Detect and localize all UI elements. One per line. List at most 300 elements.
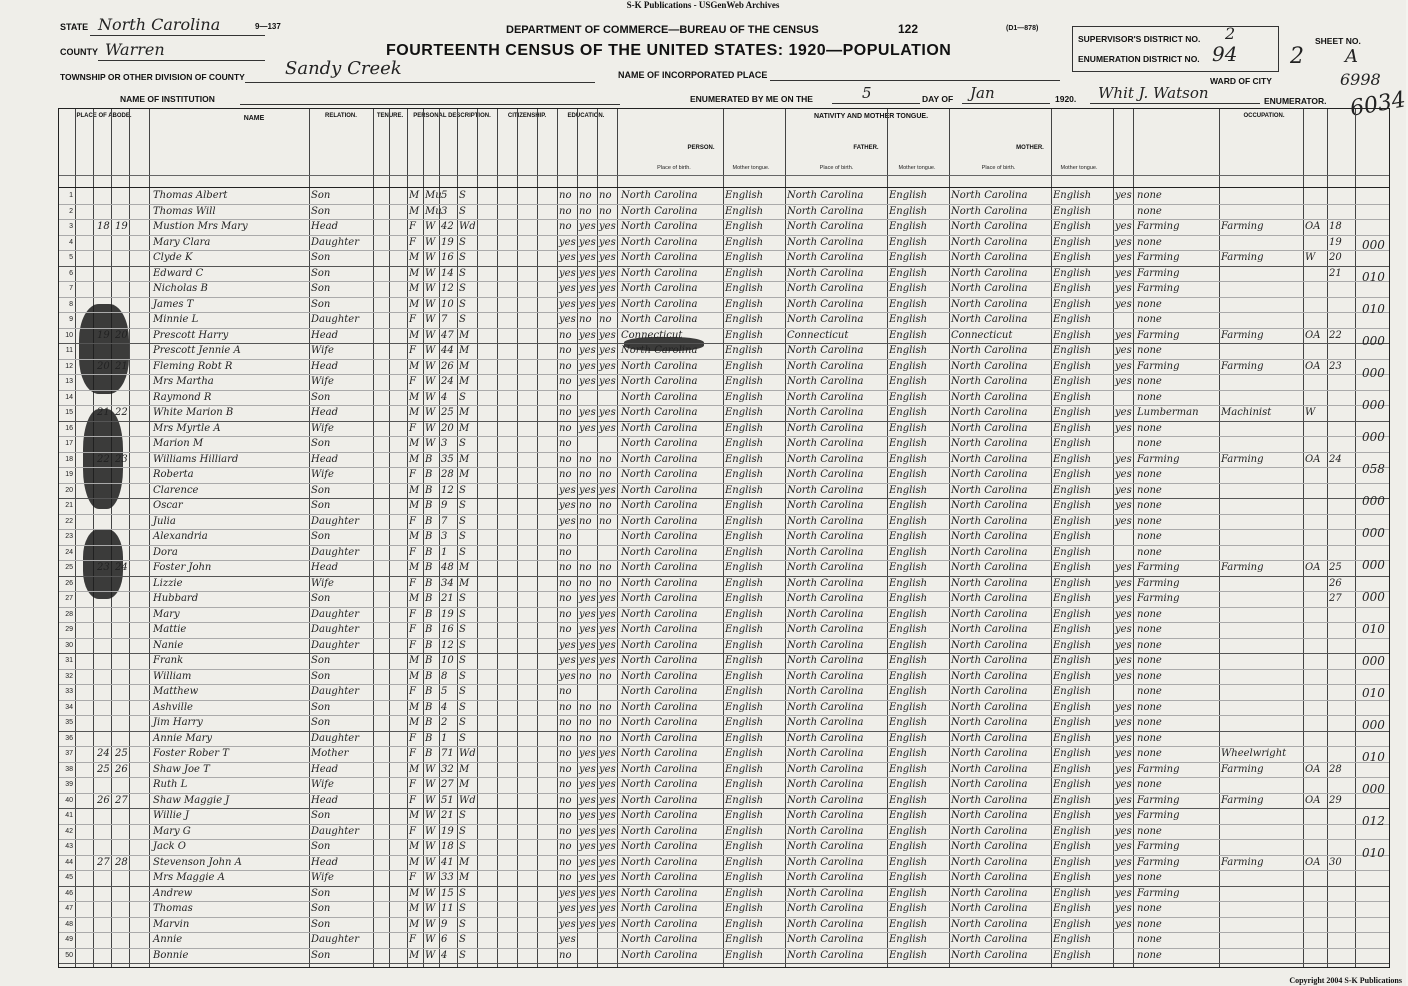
cell-fmt: English — [889, 236, 928, 248]
cell-race: B — [425, 701, 433, 713]
cell-name: Mrs Myrtle A — [153, 422, 221, 434]
cell-rel: Son — [311, 810, 331, 821]
enumerator-value: Whit J. Watson — [1098, 84, 1209, 102]
cell-race: B — [425, 515, 433, 527]
group-citizenship: CITIZENSHIP. — [507, 113, 547, 119]
cell-eng: yes — [1115, 329, 1132, 341]
cell-fmt: English — [889, 639, 928, 651]
cell-trade: Farming — [1137, 577, 1180, 589]
cell-sex: M — [409, 252, 420, 263]
cell-mpob: North Carolina — [951, 887, 1028, 899]
cell-mmt: English — [1053, 562, 1092, 573]
cell-dw: 19 — [97, 329, 110, 341]
table-row — [59, 933, 1389, 948]
cell-fmt: English — [889, 841, 928, 852]
cell-n: 40 — [65, 796, 73, 804]
table-row — [59, 437, 1389, 452]
cell-dw: 26 — [97, 794, 110, 806]
cell-age: 19 — [441, 825, 454, 837]
form-number: 9—137 — [255, 22, 281, 31]
cell-mpob: North Carolina — [951, 949, 1028, 961]
cell-race: B — [425, 500, 433, 511]
cell-sch: no — [559, 856, 572, 868]
cell-mpob: North Carolina — [951, 407, 1028, 418]
cell-ms: Wd — [459, 794, 476, 806]
cell-race: B — [425, 639, 433, 651]
table-row — [59, 515, 1389, 530]
cell-name: Williams Hilliard — [153, 453, 239, 465]
cell-mmt: English — [1053, 825, 1092, 837]
cell-mt: English — [725, 453, 764, 465]
cell-mpob: North Carolina — [951, 484, 1028, 496]
cell-fmt: English — [889, 794, 928, 806]
cell-rel: Son — [311, 949, 331, 961]
cell-trade: Farming — [1137, 562, 1180, 573]
cell-n: 5 — [69, 254, 73, 261]
cell-fmt: English — [889, 779, 928, 790]
cell-fmt: English — [889, 717, 928, 728]
cell-n: 41 — [65, 812, 73, 819]
cell-fpob: North Carolina — [787, 794, 864, 806]
cell-age: 19 — [441, 236, 454, 248]
cell-eng: yes — [1115, 763, 1132, 775]
cell-rel: Head — [311, 221, 339, 232]
cell-race: B — [425, 624, 433, 635]
cell-pob: North Carolina — [621, 624, 698, 635]
cell-rel: Head — [311, 794, 339, 806]
cell-rel: Son — [311, 484, 331, 496]
cell-name: Bonnie — [153, 949, 189, 961]
cell-wr: yes — [599, 624, 616, 635]
cell-n: 27 — [65, 595, 73, 602]
cell-fmt: English — [889, 190, 928, 201]
cell-no: 28 — [1329, 763, 1342, 775]
cell-race: W — [425, 236, 436, 248]
cell-name: Matthew — [153, 686, 199, 697]
cell-rel: Son — [311, 655, 331, 666]
table-row — [59, 871, 1389, 886]
cell-fpob: North Carolina — [787, 407, 864, 418]
side-code: 000 — [1362, 590, 1385, 604]
cell-sex: F — [409, 639, 416, 651]
cell-race: Mu — [425, 205, 442, 217]
cell-fpob: North Carolina — [787, 624, 864, 635]
cell-mmt: English — [1053, 732, 1092, 744]
cell-rd: yes — [579, 329, 596, 341]
cell-age: 27 — [441, 779, 454, 790]
cell-race: B — [425, 546, 433, 558]
cell-trade: Farming — [1137, 841, 1180, 852]
cell-eng: yes — [1115, 732, 1132, 744]
cell-pob: North Carolina — [621, 903, 698, 914]
cell-race: B — [425, 531, 433, 542]
cell-trade: Farming — [1137, 329, 1180, 341]
sheet-label: SHEET NO. — [1315, 36, 1361, 46]
cell-ms: S — [459, 717, 466, 728]
cell-fmt: English — [889, 438, 928, 449]
cell-age: 32 — [441, 763, 454, 775]
township-label: TOWNSHIP OR OTHER DIVISION OF COUNTY — [60, 72, 245, 82]
cell-rel: Daughter — [311, 732, 359, 744]
cell-rel: Daughter — [311, 314, 359, 325]
cell-ms: S — [459, 701, 466, 713]
cell-rel: Wife — [311, 469, 334, 480]
cell-sex: F — [409, 794, 416, 806]
cell-rel: Wife — [311, 872, 334, 883]
cell-sch: no — [559, 221, 572, 232]
person-birth-head: Place of birth. — [657, 165, 691, 171]
cell-mt: English — [725, 500, 764, 511]
cell-rd: yes — [579, 407, 596, 418]
side-code: 000 — [1362, 398, 1385, 412]
cell-mmt: English — [1053, 779, 1092, 790]
cell-age: 12 — [441, 639, 454, 651]
enumeration-label: ENUMERATION DISTRICT NO. — [1078, 54, 1200, 64]
cell-age: 2 — [441, 717, 448, 728]
cell-ms: M — [459, 360, 470, 372]
cell-trade: none — [1137, 345, 1162, 356]
cell-wr: yes — [599, 779, 616, 790]
cell-mmt: English — [1053, 221, 1092, 232]
cell-age: 10 — [441, 298, 454, 310]
cell-sex: F — [409, 825, 416, 837]
side-code: 000 — [1362, 494, 1385, 508]
cell-fmt: English — [889, 872, 928, 883]
cell-ms: S — [459, 593, 466, 604]
cell-ms: M — [459, 329, 470, 341]
cell-mpob: North Carolina — [951, 500, 1028, 511]
cell-fmt: English — [889, 825, 928, 837]
cell-fmt: English — [889, 391, 928, 403]
cell-fpob: North Carolina — [787, 438, 864, 449]
cell-mt: English — [725, 639, 764, 651]
cell-pob: North Carolina — [621, 779, 698, 790]
table-row — [59, 856, 1389, 871]
cell-rel: Son — [311, 438, 331, 449]
cell-mpob: North Carolina — [951, 717, 1028, 728]
cell-ind: Farming — [1221, 329, 1264, 341]
cell-mmt: English — [1053, 934, 1092, 945]
cell-fam: 19 — [115, 221, 128, 232]
cell-mmt: English — [1053, 624, 1092, 635]
cell-fmt: English — [889, 422, 928, 434]
cell-fpob: North Carolina — [787, 252, 864, 263]
cell-dw: 22 — [97, 453, 110, 465]
cell-sex: M — [409, 438, 420, 449]
cell-sch: yes — [559, 314, 576, 325]
cell-fpob: North Carolina — [787, 531, 864, 542]
cell-wr: yes — [599, 484, 616, 496]
cell-trade: none — [1137, 469, 1162, 480]
cell-mmt: English — [1053, 639, 1092, 651]
cell-mpob: North Carolina — [951, 391, 1028, 403]
cell-sch: no — [559, 732, 572, 744]
cell-name: Stevenson John A — [153, 856, 242, 868]
cell-fpob: North Carolina — [787, 608, 864, 620]
cell-name: Jack O — [153, 841, 187, 852]
cell-age: 19 — [441, 608, 454, 620]
cell-rd: no — [579, 515, 592, 527]
cell-wr: yes — [599, 841, 616, 852]
cell-wr: no — [599, 469, 612, 480]
cell-age: 51 — [441, 794, 454, 806]
cell-eng: yes — [1115, 701, 1132, 713]
cell-sch: yes — [559, 500, 576, 511]
cell-ms: M — [459, 577, 470, 589]
cell-mmt: English — [1053, 593, 1092, 604]
cell-sch: no — [559, 608, 572, 620]
cell-trade: none — [1137, 438, 1162, 449]
cell-trade: Farming — [1137, 593, 1180, 604]
cell-sex: F — [409, 546, 416, 558]
cell-race: W — [425, 221, 436, 232]
cell-sch: yes — [559, 670, 576, 682]
cell-fam: 24 — [115, 562, 128, 573]
cell-ind: Wheelwright — [1221, 748, 1287, 759]
cell-sch: no — [559, 701, 572, 713]
cell-rd: yes — [579, 856, 596, 868]
cell-n: 16 — [65, 424, 73, 432]
cell-sch: yes — [559, 283, 576, 294]
cell-race: B — [425, 593, 433, 604]
cell-pob: North Carolina — [621, 252, 698, 263]
cell-mt: English — [725, 732, 764, 744]
cell-fpob: North Carolina — [787, 500, 864, 511]
cell-rd: yes — [579, 841, 596, 852]
cell-race: W — [425, 856, 436, 868]
cell-mmt: English — [1053, 438, 1092, 449]
cell-mt: English — [725, 515, 764, 527]
cell-trade: none — [1137, 484, 1162, 496]
cell-name: James T — [153, 298, 194, 310]
cell-pob: North Carolina — [621, 205, 698, 217]
cell-pob: North Carolina — [621, 469, 698, 480]
page-title: FOURTEENTH CENSUS OF THE UNITED STATES: 1920—POPULATION — [386, 42, 952, 59]
cell-trade: none — [1137, 190, 1162, 201]
cell-ms: S — [459, 825, 466, 837]
cell-name: Oscar — [153, 500, 183, 511]
cell-n: 50 — [65, 951, 73, 959]
cell-ms: S — [459, 314, 466, 325]
cell-race: W — [425, 283, 436, 294]
cell-age: 6 — [441, 934, 448, 945]
cell-rel: Son — [311, 903, 331, 914]
cell-ms: S — [459, 903, 466, 914]
table-row — [59, 747, 1389, 762]
cell-age: 11 — [441, 903, 454, 914]
cell-race: W — [425, 329, 436, 341]
cell-race: B — [425, 577, 433, 589]
table-row — [59, 577, 1389, 592]
cell-n: 8 — [69, 300, 73, 308]
cell-sch: no — [559, 360, 572, 372]
cell-pob: North Carolina — [621, 887, 698, 899]
cell-fmt: English — [889, 407, 928, 418]
cell-rd: no — [579, 701, 592, 713]
cell-pob: North Carolina — [621, 314, 698, 325]
table-row — [59, 344, 1389, 359]
cell-pob: North Carolina — [621, 407, 698, 418]
cell-cls: OA — [1305, 763, 1321, 775]
cell-fmt: English — [889, 345, 928, 356]
cell-mpob: North Carolina — [951, 345, 1028, 356]
cell-fpob: North Carolina — [787, 670, 864, 682]
cell-sex: M — [409, 205, 420, 217]
cell-mpob: North Carolina — [951, 546, 1028, 558]
cell-pob: North Carolina — [621, 221, 698, 232]
cell-age: 71 — [441, 748, 454, 759]
cell-mt: English — [725, 608, 764, 620]
cell-trade: none — [1137, 608, 1162, 620]
cell-fpob: North Carolina — [787, 639, 864, 651]
cell-mmt: English — [1053, 686, 1092, 697]
cell-age: 16 — [441, 624, 454, 635]
cell-ms: S — [459, 670, 466, 682]
cell-mpob: North Carolina — [951, 267, 1028, 279]
cell-eng: yes — [1115, 376, 1132, 387]
cell-age: 12 — [441, 283, 454, 294]
cell-name: Shaw Maggie J — [153, 794, 230, 806]
cell-age: 3 — [441, 531, 448, 542]
cell-mt: English — [725, 267, 764, 279]
cell-age: 16 — [441, 252, 454, 263]
cell-mmt: English — [1053, 887, 1092, 899]
cell-mpob: North Carolina — [951, 422, 1028, 434]
year-label: 1920. — [1055, 94, 1077, 104]
table-row — [59, 639, 1389, 654]
cell-pob: North Carolina — [621, 391, 698, 403]
cell-fpob: North Carolina — [787, 686, 864, 697]
cell-sex: M — [409, 810, 420, 821]
cell-mt: English — [725, 856, 764, 868]
cell-race: B — [425, 453, 433, 465]
cell-mt: English — [725, 841, 764, 852]
cell-ind: Machinist — [1221, 407, 1272, 418]
cell-ms: S — [459, 236, 466, 248]
cell-age: 9 — [441, 918, 448, 930]
cell-mpob: North Carolina — [951, 577, 1028, 589]
cell-eng: yes — [1115, 872, 1132, 883]
table-row — [59, 778, 1389, 793]
cell-sch: no — [559, 453, 572, 465]
cell-rd: yes — [579, 283, 596, 294]
side-code: 010 — [1362, 846, 1385, 860]
cell-race: W — [425, 841, 436, 852]
cell-race: W — [425, 903, 436, 914]
cell-sch: no — [559, 686, 572, 697]
cell-fpob: North Carolina — [787, 825, 864, 837]
cell-sex: M — [409, 283, 420, 294]
cell-mt: English — [725, 360, 764, 372]
cell-mmt: English — [1053, 841, 1092, 852]
cell-sex: M — [409, 453, 420, 465]
state-label: STATE — [60, 22, 89, 32]
cell-eng: yes — [1115, 190, 1132, 201]
cell-sex: F — [409, 515, 416, 527]
cell-n: 7 — [69, 285, 73, 292]
cell-rel: Son — [311, 887, 331, 899]
cell-fpob: North Carolina — [787, 779, 864, 790]
cell-fpob: North Carolina — [787, 577, 864, 589]
cell-age: 1 — [441, 546, 448, 558]
cell-age: 20 — [441, 422, 454, 434]
cell-rd: yes — [579, 748, 596, 759]
cell-name: White Marion B — [153, 407, 234, 418]
cell-wr: no — [599, 701, 612, 713]
subgroup-person: PERSON. — [687, 145, 715, 151]
cell-n: 26 — [65, 579, 73, 587]
cell-age: 7 — [441, 515, 448, 527]
cell-fmt: English — [889, 329, 928, 341]
cell-age: 3 — [441, 205, 448, 217]
cell-fpob: North Carolina — [787, 283, 864, 294]
cell-mpob: North Carolina — [951, 701, 1028, 713]
cell-n: 1 — [69, 192, 73, 199]
cell-sex: F — [409, 236, 416, 248]
cell-name: Julia — [153, 515, 176, 527]
cell-trade: none — [1137, 236, 1162, 248]
mother-tongue-head: Mother tongue. — [1060, 165, 1098, 171]
cell-race: W — [425, 872, 436, 883]
table-row — [59, 375, 1389, 390]
cell-fmt: English — [889, 515, 928, 527]
cell-mpob: North Carolina — [951, 639, 1028, 651]
cell-mpob: North Carolina — [951, 221, 1028, 232]
cell-sch: yes — [559, 236, 576, 248]
cell-race: W — [425, 298, 436, 310]
cell-mmt: English — [1053, 655, 1092, 666]
cell-eng: yes — [1115, 221, 1132, 232]
cell-name: Edward C — [153, 267, 204, 279]
cell-cls: OA — [1305, 360, 1321, 372]
cell-sex: M — [409, 562, 420, 573]
cell-sex: F — [409, 376, 416, 387]
cell-sch: yes — [559, 887, 576, 899]
cell-mt: English — [725, 934, 764, 945]
cell-pob: North Carolina — [621, 748, 698, 759]
cell-mt: English — [725, 872, 764, 883]
cell-mmt: English — [1053, 360, 1092, 372]
sheet-value: 2 — [1290, 44, 1304, 69]
cell-sch: no — [559, 624, 572, 635]
cell-fpob: North Carolina — [787, 345, 864, 356]
table-row — [59, 267, 1389, 282]
cell-fam: 22 — [115, 407, 128, 418]
cell-rd: yes — [579, 376, 596, 387]
cell-name: Prescott Harry — [153, 329, 229, 341]
cell-ms: S — [459, 267, 466, 279]
side-code: 000 — [1362, 238, 1385, 252]
cell-sch: no — [559, 407, 572, 418]
cell-pob: North Carolina — [621, 686, 698, 697]
cell-race: W — [425, 360, 436, 372]
cell-n: 19 — [65, 471, 73, 478]
table-row — [59, 251, 1389, 266]
cell-name: Marvin — [153, 918, 190, 930]
cell-sch: yes — [559, 934, 576, 945]
cell-mmt: English — [1053, 469, 1092, 480]
cell-rel: Wife — [311, 422, 334, 434]
cell-mpob: North Carolina — [951, 608, 1028, 620]
cell-mpob: North Carolina — [951, 670, 1028, 682]
cell-name: Prescott Jennie A — [153, 345, 241, 356]
cell-mpob: North Carolina — [951, 779, 1028, 790]
cell-fpob: North Carolina — [787, 205, 864, 217]
cell-fpob: North Carolina — [787, 903, 864, 914]
cell-rd: yes — [579, 608, 596, 620]
cell-sex: M — [409, 918, 420, 930]
cell-fpob: North Carolina — [787, 484, 864, 496]
